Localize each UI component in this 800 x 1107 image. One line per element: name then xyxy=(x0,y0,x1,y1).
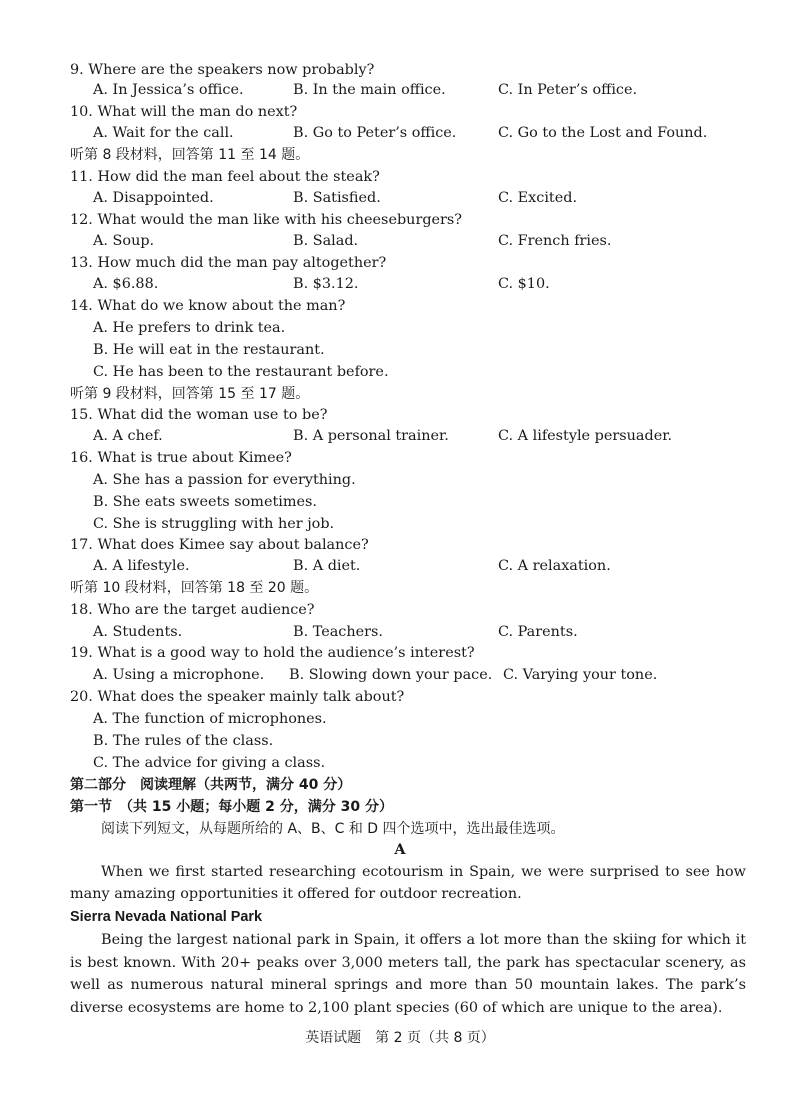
option-18a: A. Students. xyxy=(93,624,183,640)
option-20a: A. The function of microphones. xyxy=(93,711,327,727)
question-13: 13. How much did the man pay altogether? xyxy=(70,255,387,271)
option-20b: B. The rules of the class. xyxy=(93,733,274,749)
option-16b: B. She eats sweets sometimes. xyxy=(93,494,317,510)
section-8-instruction: 听第 8 段材料，回答第 11 至 14 题。 xyxy=(70,147,310,163)
question-12: 12. What would the man like with his cheeseburgers? xyxy=(70,212,463,228)
section-one-title: 第一节 （共 15 小题；每小题 2 分，满分 30 分） xyxy=(70,799,393,815)
question-11: 11. How did the man feel about the steak? xyxy=(70,169,380,185)
option-13b: B. $3.12. xyxy=(293,276,359,292)
option-16c: C. She is struggling with her job. xyxy=(93,516,335,532)
page-footer: 英语试题 第 2 页（共 8 页） xyxy=(305,1030,495,1046)
question-15: 15. What did the woman use to be? xyxy=(70,407,328,423)
option-11b: B. Satisfied. xyxy=(293,190,381,206)
option-14a: A. He prefers to drink tea. xyxy=(93,320,286,336)
option-12a: A. Soup. xyxy=(93,233,155,249)
option-14b: B. He will eat in the restaurant. xyxy=(93,342,325,358)
option-14c: C. He has been to the restaurant before. xyxy=(93,364,389,380)
option-13a: A. $6.88. xyxy=(93,276,159,292)
option-12c: C. French fries. xyxy=(498,233,612,249)
option-11c: C. Excited. xyxy=(498,190,578,206)
option-19c: C. Varying your tone. xyxy=(503,667,658,683)
option-15a: A. A chef. xyxy=(93,428,163,444)
passage-intro: When we first started researching ecotourism in Spain, we were surprised to see how many amazing opportunities it offered for outdoor recreation. xyxy=(70,864,746,902)
question-10: 10. What will the man do next? xyxy=(70,104,298,120)
question-20: 20. What does the speaker mainly talk about? xyxy=(70,689,405,705)
option-20c: C. The advice for giving a class. xyxy=(93,755,326,771)
option-15c: C. A lifestyle persuader. xyxy=(498,428,673,444)
option-11a: A. Disappointed. xyxy=(93,190,214,206)
option-17b: B. A diet. xyxy=(293,558,361,574)
option-13c: C. $10. xyxy=(498,276,550,292)
option-17a: A. A lifestyle. xyxy=(93,558,190,574)
option-16a: A. She has a passion for everything. xyxy=(93,472,356,488)
section-10-instruction: 听第 10 段材料，回答第 18 至 20 题。 xyxy=(70,580,319,596)
reading-instruction: 阅读下列短文，从每题所给的 A、B、C 和 D 四个选项中，选出最佳选项。 xyxy=(101,821,565,837)
passage-heading: Sierra Nevada National Park xyxy=(70,909,262,925)
option-15b: B. A personal trainer. xyxy=(293,428,449,444)
option-9b: B. In the main office. xyxy=(293,82,446,98)
option-9c: C. In Peter’s office. xyxy=(498,82,638,98)
option-9a: A. In Jessica’s office. xyxy=(93,82,244,98)
option-19a: A. Using a microphone. xyxy=(93,667,265,683)
passage-label: A xyxy=(394,841,406,858)
option-17c: C. A relaxation. xyxy=(498,558,611,574)
option-18c: C. Parents. xyxy=(498,624,578,640)
question-14: 14. What do we know about the man? xyxy=(70,298,346,314)
section-9-instruction: 听第 9 段材料，回答第 15 至 17 题。 xyxy=(70,386,310,402)
option-10b: B. Go to Peter’s office. xyxy=(293,125,457,141)
option-18b: B. Teachers. xyxy=(293,624,383,640)
question-18: 18. Who are the target audience? xyxy=(70,602,315,618)
part-two-title: 第二部分 阅读理解（共两节，满分 40 分） xyxy=(70,777,352,793)
question-9: 9. Where are the speakers now probably? xyxy=(70,62,375,78)
option-19b: B. Slowing down your pace. xyxy=(289,667,493,683)
question-19: 19. What is a good way to hold the audience’s interest? xyxy=(70,645,475,661)
option-10a: A. Wait for the call. xyxy=(93,125,234,141)
option-10c: C. Go to the Lost and Found. xyxy=(498,125,708,141)
question-17: 17. What does Kimee say about balance? xyxy=(70,537,369,553)
question-16: 16. What is true about Kimee? xyxy=(70,450,292,466)
option-12b: B. Salad. xyxy=(293,233,359,249)
passage-body: Being the largest national park in Spain, it offers a lot more than the skiing for which it is best known. With 20+ peaks over 3,000 meters tall, the park has spectacular scenery, as well as numerous natural mineral springs and more than 50 mountain lakes. The park’s diverse ecosystems are home to 2,100 plant species (60 of which are unique to the area). xyxy=(70,932,746,1016)
